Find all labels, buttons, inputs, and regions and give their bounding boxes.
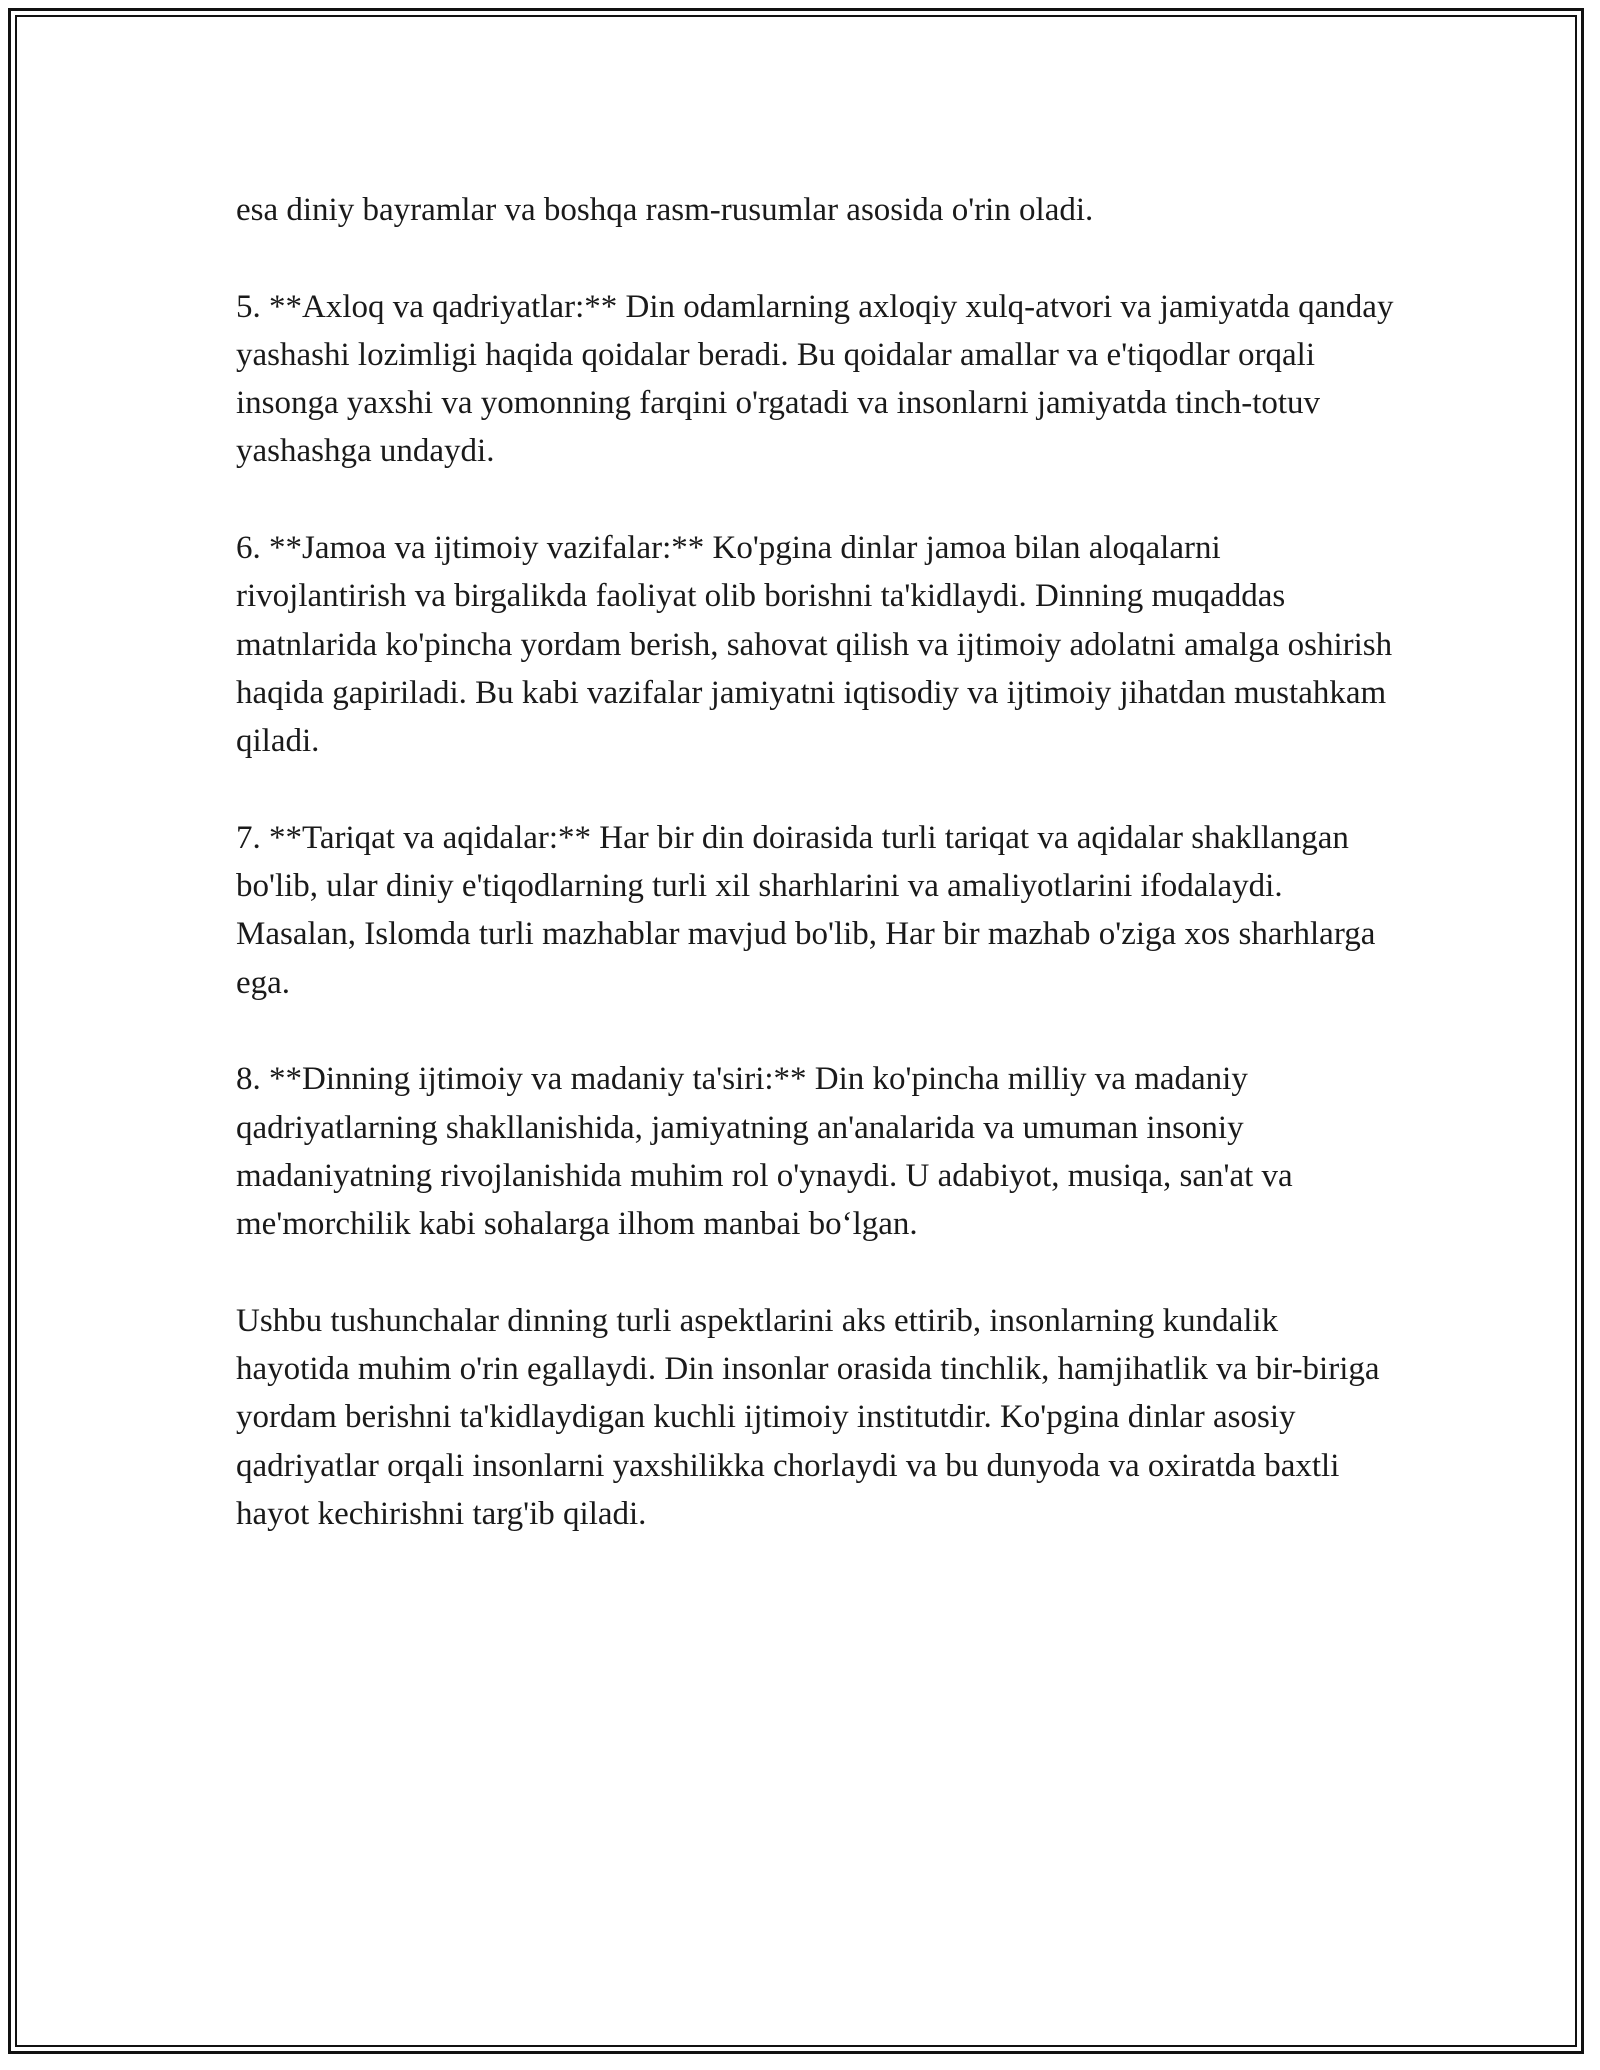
paragraph-conclusion: Ushbu tushunchalar dinning turli aspektlarini aks ettirib, insonlarning kundalik hayotida muhim o'rin egallaydi. Din insonlar orasida tinchlik, hamjihatlik va bir-biriga yordam berishni ta'kidlaydigan kuchli ijtimoiy institutdir. Ko'pgina dinlar asosiy qadriyatlar orqali insonlarni yaxshilikka chorlaydi va bu dunyoda va oxiratda baxtli hayot kechirishni targ'ib qiladi. xyxy=(236,1302,1380,1533)
paragraph-continuation: esa diniy bayramlar va boshqa rasm-rusumlar asosida o'rin oladi. xyxy=(236,192,1094,228)
paragraph-item-6: 6. **Jamoa va ijtimoiy vazifalar:** Ko'pgina dinlar jamoa bilan aloqalarni rivojlantirish va birgalikda faoliyat olib borishni ta'kidlaydi. Dinning muqaddas matnlarida ko'pincha yordam berish, sahovat qilish va ijtimoiy adolatni amalga oshirish haqida gapiriladi. Bu kabi vazifalar jamiyatni iqtisodiy va ijtimoiy jihatdan mustahkam qiladi. xyxy=(236,530,1393,760)
paragraph-item-5: 5. **Axloq va qadriyatlar:** Din odamlarning axloqiy xulq-atvori va jamiyatda qanday yashashi lozimligi haqida qoidalar beradi. Bu qoidalar amallar va e'tiqodlar orqali insonga yaxshi va yomonning farqini o'rgatadi va insonlarni jamiyatda tinch-totuv yashashga undaydi. xyxy=(236,288,1394,470)
paragraph-item-7: 7. **Tariqat va aqidalar:** Har bir din doirasida turli tariqat va aqidalar shakllangan bo'lib, ular diniy e'tiqodlarning turli xil sharhlarini va amaliyotlarini ifodalaydi. Masalan, Islomda turli mazhablar mavjud bo'lib, Har bir mazhab o'ziga xos sharhlarga ega. xyxy=(236,819,1376,1001)
paragraph-item-8: 8. **Dinning ijtimoiy va madaniy ta'siri:** Din ko'pincha milliy va madaniy qadriyatlarning shakllanishida, jamiyatning an'analarida va umuman insoniy madaniyatning rivojlanishida muhim rol o'ynaydi. U adabiyot, musiqa, san'at va me'morchilik kabi sohalarga ilhom manbai bo‘lgan. xyxy=(236,1061,1293,1243)
document-body xyxy=(236,186,1396,1587)
